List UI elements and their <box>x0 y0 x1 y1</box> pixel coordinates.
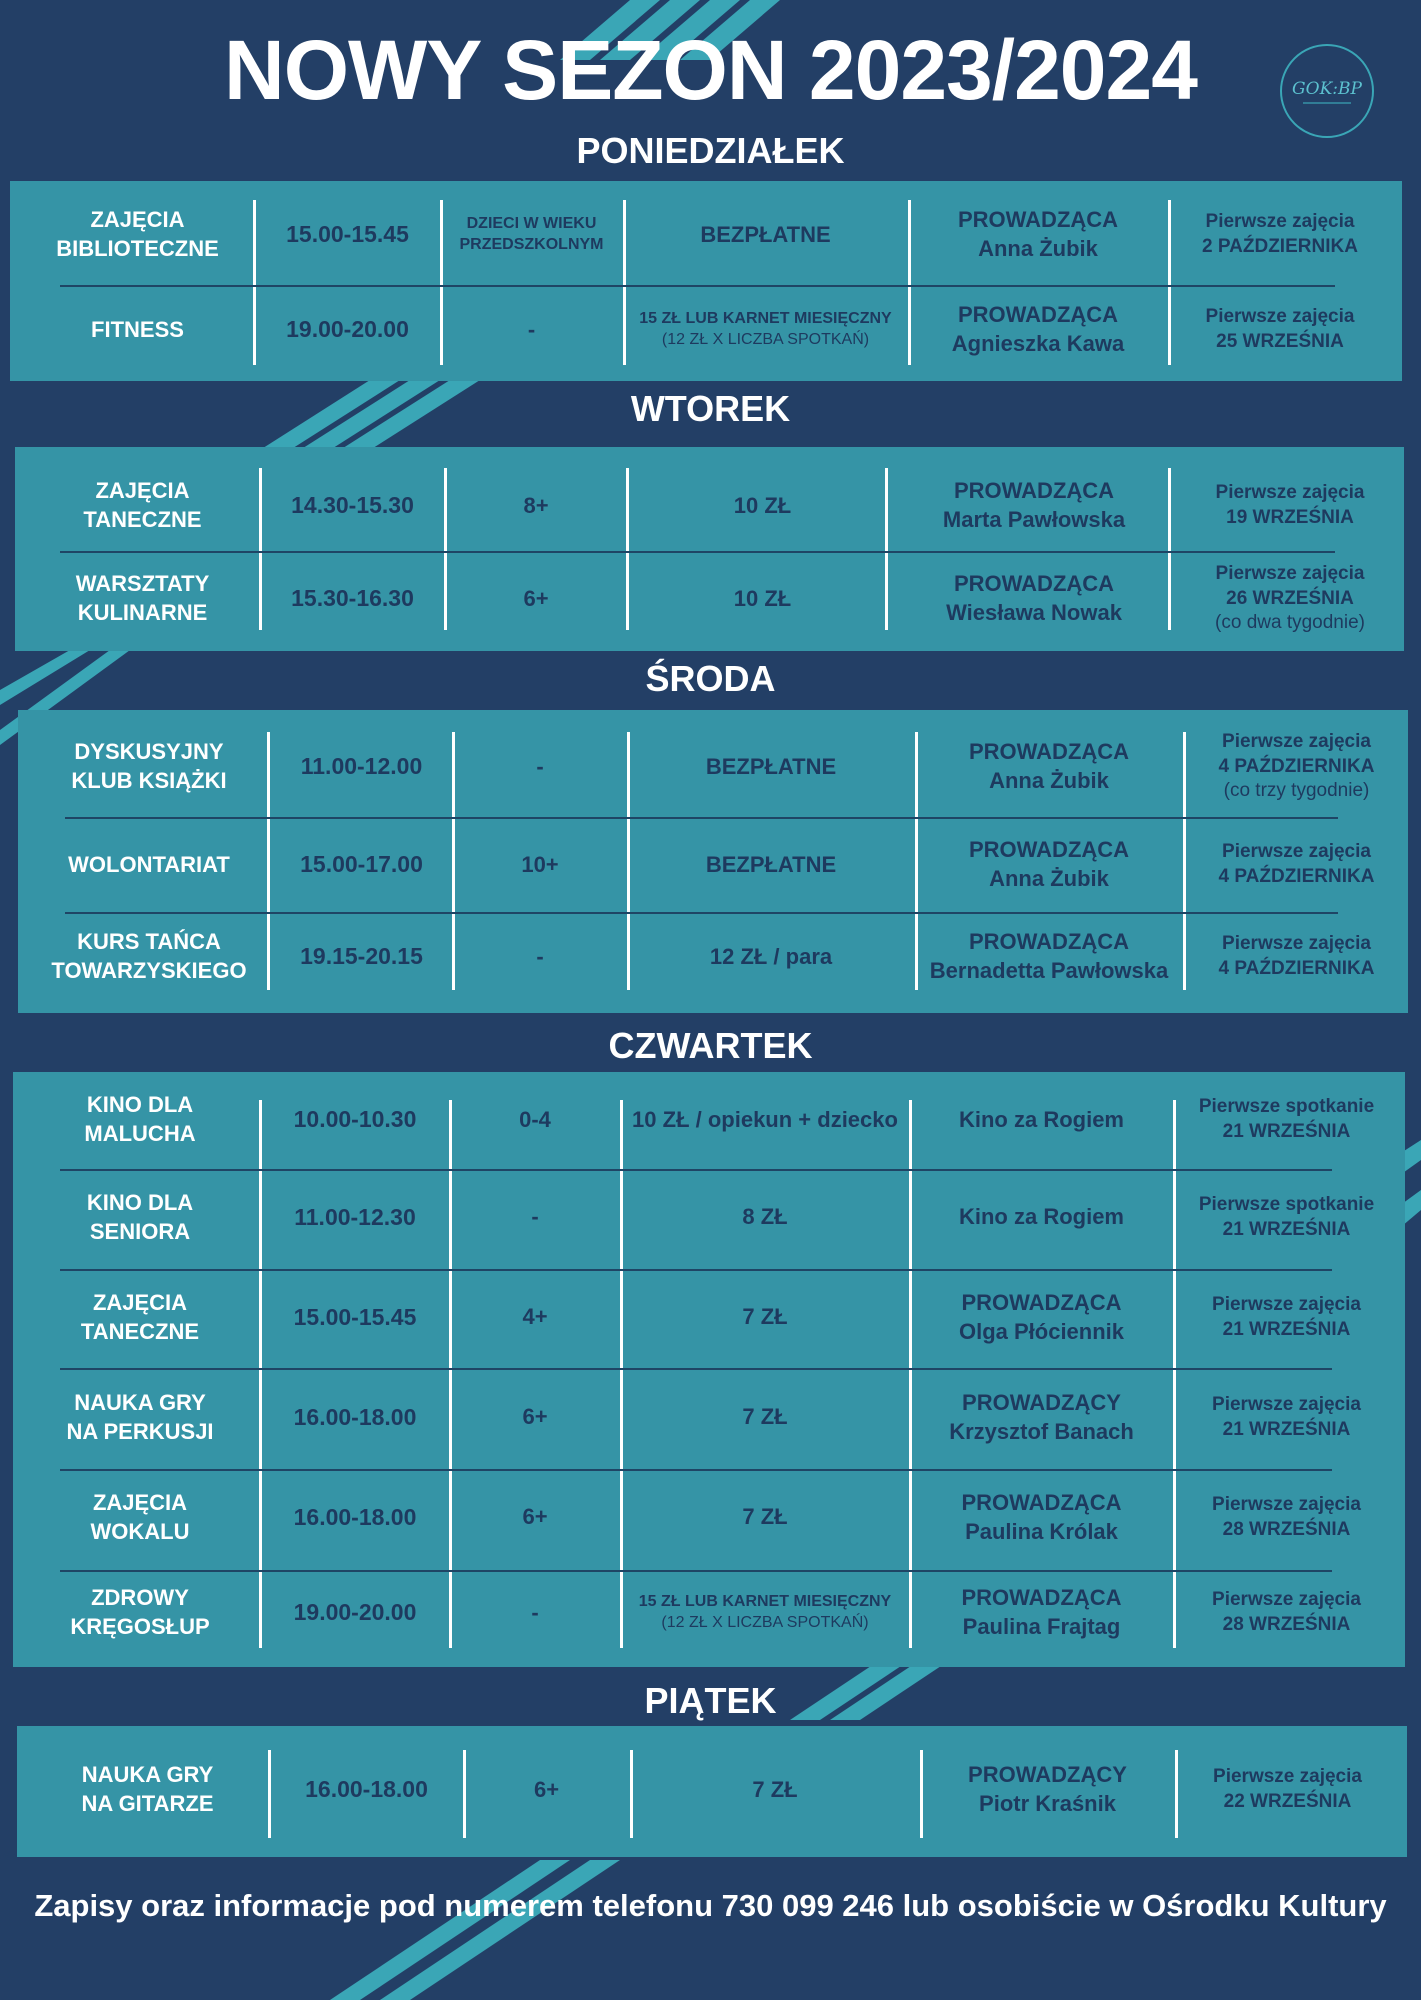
price-line: (12 ZŁ X LICZBA SPOTKAŃ) <box>661 1614 869 1631</box>
start-date <box>1168 285 1392 375</box>
activity-name-line: ZAJĘCIA <box>90 207 185 233</box>
price <box>623 285 908 375</box>
schedule-table-tuesday <box>15 447 1404 651</box>
instructor <box>908 285 1168 375</box>
age-group-line: - <box>527 316 536 342</box>
activity-name <box>25 460 260 552</box>
activity-name <box>20 1270 260 1365</box>
age-group-line: 6+ <box>533 1776 560 1802</box>
start-date <box>1175 1740 1400 1840</box>
start-date <box>1168 190 1392 280</box>
start-date-line: 21 WRZEŚNIA <box>1222 1418 1351 1440</box>
instructor <box>915 820 1183 910</box>
age-group <box>453 912 627 1002</box>
activity-name-line: KINO DLA <box>86 1092 194 1118</box>
instructor <box>920 1740 1175 1840</box>
day-title-tuesday: WTOREK <box>630 388 791 429</box>
time-range-line: 16.00-18.00 <box>305 1776 428 1803</box>
start-date-line: 25 WRZEŚNIA <box>1216 331 1344 352</box>
age-group <box>445 553 627 645</box>
age-group <box>440 190 623 280</box>
start-date-line: Pierwsze zajęcia <box>1212 1393 1361 1415</box>
age-group-line: - <box>536 753 544 779</box>
price-line: 10 ZŁ <box>733 492 792 518</box>
activity-name <box>20 1470 260 1565</box>
instructor-line: Paulina Królak <box>965 1518 1118 1544</box>
start-date-line: Pierwsze zajęcia <box>1205 211 1355 233</box>
activity-name-line: KINO DLA <box>86 1189 194 1215</box>
price <box>630 1740 920 1840</box>
time-range <box>270 722 453 812</box>
age-group <box>445 460 627 552</box>
age-group-line: - <box>536 943 544 969</box>
time-range-line: 15.00-17.00 <box>300 851 423 878</box>
time-range <box>260 553 445 645</box>
age-group <box>450 1170 620 1265</box>
activity-name-line: ZAJĘCIA <box>95 478 190 504</box>
instructor <box>915 912 1183 1002</box>
instructor-line: Marta Pawłowska <box>942 507 1126 532</box>
instructor-line: Anna Żubik <box>989 768 1109 793</box>
start-date-line: Pierwsze zajęcia <box>1222 933 1371 955</box>
age-group-line: - <box>531 1204 539 1230</box>
instructor <box>910 1170 1173 1265</box>
time-range <box>255 285 440 375</box>
price <box>620 1470 910 1565</box>
activity-name-line: TANECZNE <box>83 507 202 532</box>
start-date-line: 26 WRZEŚNIA <box>1226 587 1354 609</box>
schedule-table-thursday <box>13 1072 1405 1667</box>
start-date <box>1183 820 1410 910</box>
instructor <box>915 722 1183 812</box>
activity-name-line: NAUKA GRY <box>74 1389 206 1415</box>
start-date-line: (co trzy tygodnie) <box>1223 780 1370 802</box>
activity-name <box>20 190 255 280</box>
instructor-line: Krzysztof Banach <box>949 1418 1134 1444</box>
instructor <box>908 190 1168 280</box>
activity-name-line: WOLONTARIAT <box>68 851 230 877</box>
time-range-line: 19.00-20.00 <box>293 1599 417 1626</box>
instructor <box>910 1270 1173 1365</box>
time-range <box>270 1740 463 1840</box>
time-range <box>260 1075 450 1165</box>
start-date-line: Pierwsze zajęcia <box>1222 841 1371 863</box>
age-group-line: - <box>531 1599 539 1625</box>
price <box>620 1075 910 1165</box>
price <box>627 460 898 552</box>
instructor-line: Wiesława Nowak <box>946 600 1122 625</box>
start-date-line: Pierwsze zajęcia <box>1215 482 1365 504</box>
time-range-line: 19.00-20.00 <box>286 316 409 343</box>
age-group <box>440 285 623 375</box>
age-group-line: DZIECI W WIEKU <box>466 215 597 233</box>
activity-name-line: DYSKUSYJNY <box>74 739 224 765</box>
age-group-line: 8+ <box>523 492 549 518</box>
instructor <box>898 553 1170 645</box>
start-date <box>1170 553 1410 645</box>
price <box>620 1568 910 1658</box>
instructor-line: Bernadetta Pawłowska <box>929 958 1169 983</box>
start-date <box>1173 1075 1400 1165</box>
instructor-line: Piotr Kraśnik <box>979 1791 1116 1816</box>
price <box>627 722 915 812</box>
age-group-line: 10+ <box>521 851 559 877</box>
price <box>620 1370 910 1465</box>
price-line: BEZPŁATNE <box>705 753 837 779</box>
schedule-table-wednesday <box>18 710 1408 1013</box>
start-date-line: 28 WRZEŚNIA <box>1222 1614 1351 1635</box>
instructor-line: Paulina Frajtag <box>962 1614 1121 1639</box>
time-range-line: 19.15-20.15 <box>300 943 423 970</box>
row-divider <box>65 817 1338 819</box>
start-date-line: 28 WRZEŚNIA <box>1222 1518 1351 1540</box>
activity-name <box>20 1568 260 1658</box>
schedule-table-monday <box>10 181 1402 381</box>
start-date-line: 21 WRZEŚNIA <box>1222 1218 1351 1240</box>
start-date <box>1173 1170 1400 1265</box>
instructor-line: PROWADZĄCA <box>968 837 1130 863</box>
time-range-line: 11.00-12.30 <box>294 1203 416 1230</box>
start-date-line: 4 PAŹDZIERNIKA <box>1218 755 1375 777</box>
age-group <box>450 1370 620 1465</box>
instructor <box>910 1370 1173 1465</box>
start-date-line: 4 PAŹDZIERNIKA <box>1218 958 1375 979</box>
time-range <box>260 1170 450 1265</box>
instructor-line: PROWADZĄCA <box>961 1289 1122 1315</box>
time-range <box>270 820 453 910</box>
age-group-line: 4+ <box>522 1304 548 1330</box>
activity-name-line: ZAJĘCIA <box>92 1489 188 1515</box>
instructor-line: Kino za Rogiem <box>958 1204 1124 1230</box>
activity-name <box>28 722 270 812</box>
start-date-line: Pierwsze zajęcia <box>1212 1589 1361 1611</box>
instructor-line: Olga Płóciennik <box>958 1318 1125 1344</box>
instructor <box>910 1568 1173 1658</box>
activity-name <box>25 1740 270 1840</box>
activity-name-line: MALUCHA <box>84 1121 196 1146</box>
start-date-line: Pierwsze zajęcia <box>1222 730 1371 752</box>
instructor <box>910 1075 1173 1165</box>
instructor-line: Anna Żubik <box>978 236 1098 261</box>
start-date <box>1183 912 1410 1002</box>
age-group-line: 6+ <box>523 585 549 611</box>
price-line: 7 ZŁ <box>742 1504 788 1530</box>
start-date-line: 21 WRZEŚNIA <box>1222 1121 1351 1142</box>
time-range <box>260 1568 450 1658</box>
activity-name-line: FITNESS <box>91 316 184 342</box>
price-line: 10 ZŁ / opiekun + dziecko <box>632 1106 898 1132</box>
instructor-line: PROWADZĄCA <box>961 1585 1122 1611</box>
instructor-line: PROWADZĄCA <box>953 571 1115 597</box>
price <box>627 912 915 1002</box>
time-range <box>260 460 445 552</box>
age-group-line: 0-4 <box>519 1106 551 1132</box>
start-date-line: Pierwsze zajęcia <box>1212 1293 1361 1315</box>
start-date-line: 21 WRZEŚNIA <box>1222 1318 1351 1340</box>
logo-text: GOK:BP <box>1292 78 1362 99</box>
time-range <box>260 1270 450 1365</box>
age-group-line: 6+ <box>522 1504 548 1530</box>
activity-name <box>28 820 270 910</box>
age-group <box>453 820 627 910</box>
day-title-friday: PIĄTEK <box>644 1680 777 1721</box>
schedule-table-friday <box>17 1726 1407 1857</box>
price <box>620 1170 910 1265</box>
instructor-line: Agnieszka Kawa <box>951 331 1125 356</box>
start-date-line: (co dwa tygodnie) <box>1215 612 1365 634</box>
logo <box>1280 44 1374 138</box>
instructor-line: PROWADZĄCY <box>968 1762 1127 1788</box>
price-line: 15 ZŁ LUB KARNET MIESIĘCZNY <box>639 310 892 328</box>
instructor-line: Anna Żubik <box>989 866 1109 891</box>
age-group <box>453 722 627 812</box>
activity-name <box>20 285 255 375</box>
day-title-wednesday: ŚRODA <box>645 658 776 699</box>
instructor <box>898 460 1170 552</box>
activity-name-line: WARSZTATY <box>75 571 210 597</box>
instructor-line: PROWADZĄCA <box>957 207 1119 233</box>
price-line: BEZPŁATNE <box>700 221 831 247</box>
age-group <box>450 1075 620 1165</box>
instructor-line: PROWADZĄCA <box>968 739 1130 765</box>
price-line: 7 ZŁ <box>752 1776 798 1802</box>
time-range <box>270 912 453 1002</box>
price-line: 12 ZŁ / para <box>709 943 833 969</box>
instructor-line: Kino za Rogiem <box>958 1106 1124 1132</box>
activity-name-line: TOWARZYSKIEGO <box>51 958 247 983</box>
price <box>623 190 908 280</box>
price-line: 10 ZŁ <box>733 585 792 611</box>
activity-name-line: KURS TAŃCA <box>77 929 221 955</box>
time-range-line: 15.00-15.45 <box>293 1303 417 1330</box>
age-group <box>450 1568 620 1658</box>
time-range-line: 16.00-18.00 <box>293 1503 417 1530</box>
price-line: 8 ZŁ <box>742 1204 788 1230</box>
start-date-line: Pierwsze spotkanie <box>1198 1193 1375 1215</box>
price-line: 7 ZŁ <box>742 1404 788 1430</box>
instructor-line: PROWADZĄCA <box>968 929 1130 955</box>
time-range-line: 15.00-15.45 <box>286 221 409 248</box>
start-date-line: 19 WRZEŚNIA <box>1226 507 1354 528</box>
start-date <box>1173 1270 1400 1365</box>
activity-name-line: ZDROWY <box>91 1585 189 1611</box>
activity-name-line: KLUB KSIĄŻKI <box>71 768 227 793</box>
start-date-line: Pierwsze zajęcia <box>1205 306 1355 328</box>
start-date-line: Pierwsze zajęcia <box>1215 562 1365 584</box>
instructor <box>910 1470 1173 1565</box>
page-title: NOWY SEZON 2023/2024 <box>224 23 1197 117</box>
age-group-line: PRZEDSZKOLNYM <box>459 236 604 253</box>
start-date <box>1173 1370 1400 1465</box>
start-date-line: Pierwsze zajęcia <box>1213 1766 1362 1788</box>
price-line: BEZPŁATNE <box>705 851 837 877</box>
price <box>627 553 898 645</box>
footer-note: Zapisy oraz informacje pod numerem telefonu 730 099 246 lub osobiście w Ośrodku Kultury <box>34 1888 1387 1923</box>
start-date-line: 4 PAŹDZIERNIKA <box>1218 866 1375 887</box>
time-range <box>260 1370 450 1465</box>
age-group <box>450 1270 620 1365</box>
time-range <box>255 190 440 280</box>
start-date-line: Pierwsze spotkanie <box>1198 1096 1375 1118</box>
start-date <box>1173 1470 1400 1565</box>
price <box>620 1270 910 1365</box>
age-group <box>450 1470 620 1565</box>
activity-name-line: SENIORA <box>89 1218 191 1244</box>
start-date <box>1170 460 1410 552</box>
time-range-line: 11.00-12.00 <box>300 753 423 780</box>
activity-name-line: ZAJĘCIA <box>92 1289 188 1315</box>
start-date-line: 22 WRZEŚNIA <box>1223 1791 1352 1812</box>
activity-name <box>20 1370 260 1465</box>
age-group <box>463 1740 630 1840</box>
activity-name <box>28 912 270 1002</box>
time-range <box>260 1470 450 1565</box>
day-title-thursday: CZWARTEK <box>608 1025 813 1066</box>
time-range-line: 15.30-16.30 <box>291 585 414 612</box>
activity-name-line: NAUKA GRY <box>81 1762 214 1788</box>
day-title-monday: PONIEDZIAŁEK <box>576 130 845 171</box>
activity-name <box>20 1075 260 1165</box>
logo-rule <box>1303 102 1351 104</box>
instructor-line: PROWADZĄCA <box>957 302 1119 328</box>
instructor-line: PROWADZĄCY <box>962 1389 1121 1415</box>
activity-name-line: NA GITARZE <box>81 1791 214 1816</box>
time-range-line: 16.00-18.00 <box>293 1403 417 1430</box>
activity-name <box>25 553 260 645</box>
age-group-line: 6+ <box>522 1404 548 1430</box>
activity-name <box>20 1170 260 1265</box>
instructor-line: PROWADZĄCA <box>953 478 1115 504</box>
price-line: 7 ZŁ <box>742 1304 788 1330</box>
start-date <box>1183 722 1410 812</box>
time-range-line: 10.00-10.30 <box>293 1106 417 1133</box>
activity-name-line: BIBLIOTECZNE <box>56 236 219 261</box>
instructor-line: PROWADZĄCA <box>961 1489 1122 1515</box>
start-date <box>1173 1568 1400 1658</box>
start-date-line: Pierwsze zajęcia <box>1212 1493 1361 1515</box>
price-line: 15 ZŁ LUB KARNET MIESIĘCZNY <box>638 1593 892 1611</box>
price-line: (12 ZŁ X LICZBA SPOTKAŃ) <box>661 331 870 348</box>
activity-name-line: WOKALU <box>90 1518 190 1544</box>
start-date-line: 2 PAŹDZIERNIKA <box>1202 236 1358 257</box>
activity-name-line: NA PERKUSJI <box>66 1418 214 1444</box>
time-range-line: 14.30-15.30 <box>291 492 414 519</box>
price <box>627 820 915 910</box>
activity-name-line: TANECZNE <box>80 1318 200 1344</box>
activity-name-line: KRĘGOSŁUP <box>70 1614 210 1639</box>
activity-name-line: KULINARNE <box>77 600 208 625</box>
